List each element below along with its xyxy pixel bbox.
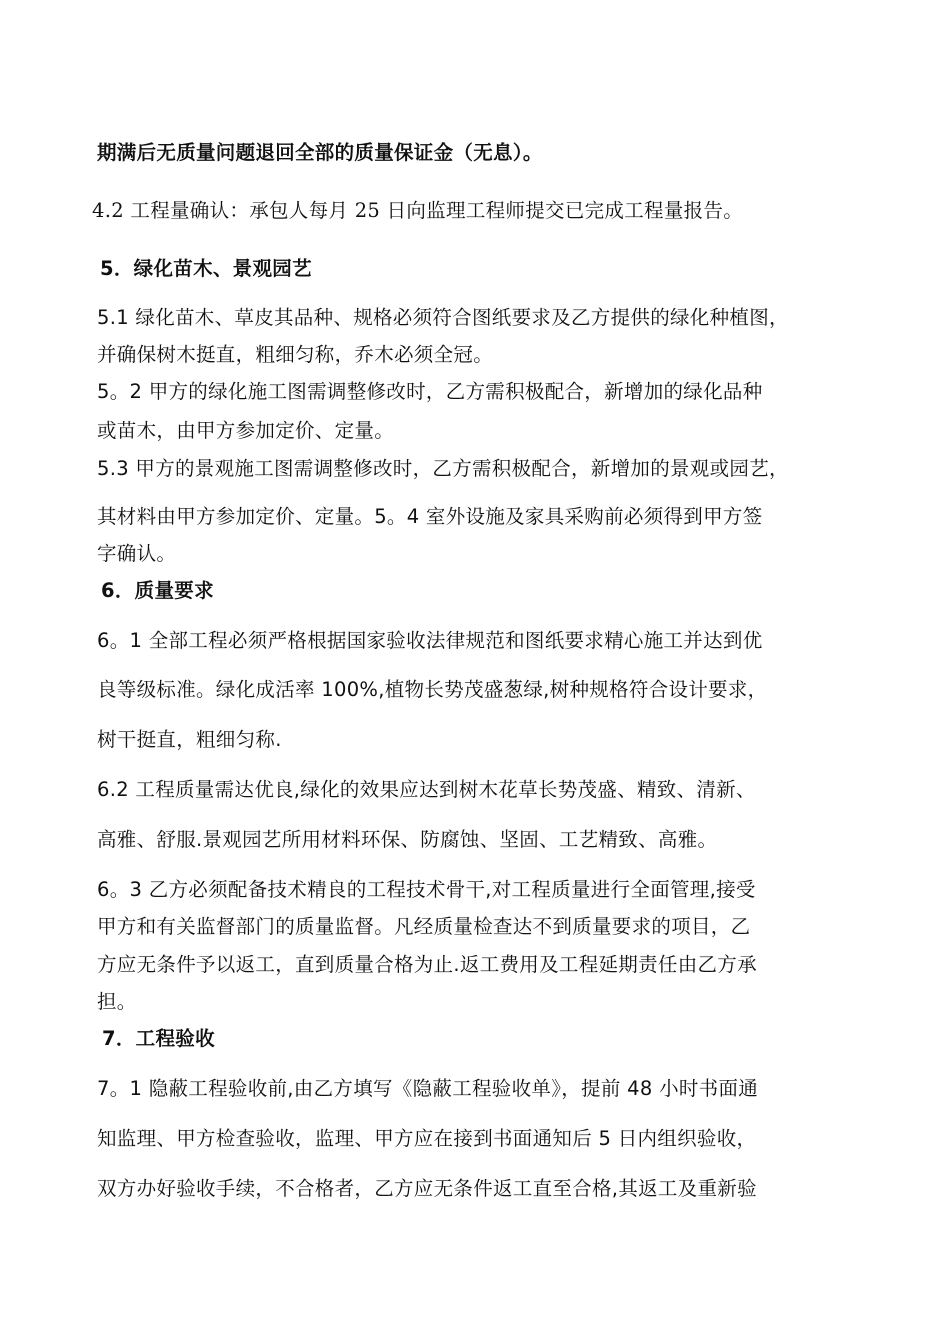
paragraph-line: 良等级标准。绿化成活率 100%,植物长势茂盛葱绿,树种规格符合设计要求， — [97, 678, 768, 701]
paragraph-line: 或苗木，由甲方参加定价、定量。 — [97, 419, 395, 442]
paragraph-line: 知监理、甲方检查验收，监理、甲方应在接到书面通知后 5 日内组织验收， — [97, 1127, 757, 1150]
paragraph-line: 担。 — [97, 990, 137, 1013]
section-heading-6: 6．质量要求 — [101, 579, 214, 602]
section-heading-5: 5．绿化苗木、景观园艺 — [100, 257, 312, 280]
paragraph-line: 5。2 甲方的绿化施工图需调整修改时，乙方需积极配合，新增加的绿化品种 — [97, 380, 763, 403]
paragraph-line: 4.2 工程量确认：承包人每月 25 日向监理工程师提交已完成工程量报告。 — [92, 199, 744, 222]
paragraph-line: 期满后无质量问题退回全部的质量保证金（无息）。 — [97, 141, 543, 164]
paragraph-line: 其材料由甲方参加定价、定量。5。4 室外设施及家具采购前必须得到甲方签 — [97, 505, 763, 528]
paragraph-line: 并确保树木挺直，粗细匀称，乔木必须全冠。 — [97, 343, 494, 366]
paragraph-line: 方应无条件予以返工，直到质量合格为止.返工费用及工程延期责任由乙方承 — [97, 953, 757, 976]
paragraph-line: 字确认。 — [97, 542, 177, 565]
paragraph-line: 树干挺直，粗细匀称. — [97, 728, 282, 751]
paragraph-line: 6。3 乙方必须配备技术精良的工程技术骨干,对工程质量进行全面管理,接受 — [97, 878, 756, 901]
paragraph-line: 5.1 绿化苗木、草皮其品种、规格必须符合图纸要求及乙方提供的绿化种植图， — [97, 306, 789, 329]
paragraph-line: 双方办好验收手续，不合格者，乙方应无条件返工直至合格,其返工及重新验 — [97, 1177, 757, 1200]
paragraph-line: 6。1 全部工程必须严格根据国家验收法律规范和图纸要求精心施工并达到优 — [97, 629, 763, 652]
paragraph-line: 高雅、舒服.景观园艺所用材料环保、防腐蚀、坚固、工艺精致、高雅。 — [97, 828, 718, 851]
paragraph-line: 6.2 工程质量需达优良,绿化的效果应达到树木花草长势茂盛、精致、清新、 — [97, 778, 756, 801]
paragraph-line: 甲方和有关监督部门的质量监督。凡经质量检查达不到质量要求的项目，乙 — [97, 915, 751, 938]
paragraph-line: 7。1 隐蔽工程验收前,由乙方填写《隐蔽工程验收单》，提前 48 小时书面通 — [97, 1077, 759, 1100]
paragraph-line: 5.3 甲方的景观施工图需调整修改时，乙方需积极配合，新增加的景观或园艺， — [97, 457, 789, 480]
section-heading-7: 7．工程验收 — [102, 1027, 215, 1050]
